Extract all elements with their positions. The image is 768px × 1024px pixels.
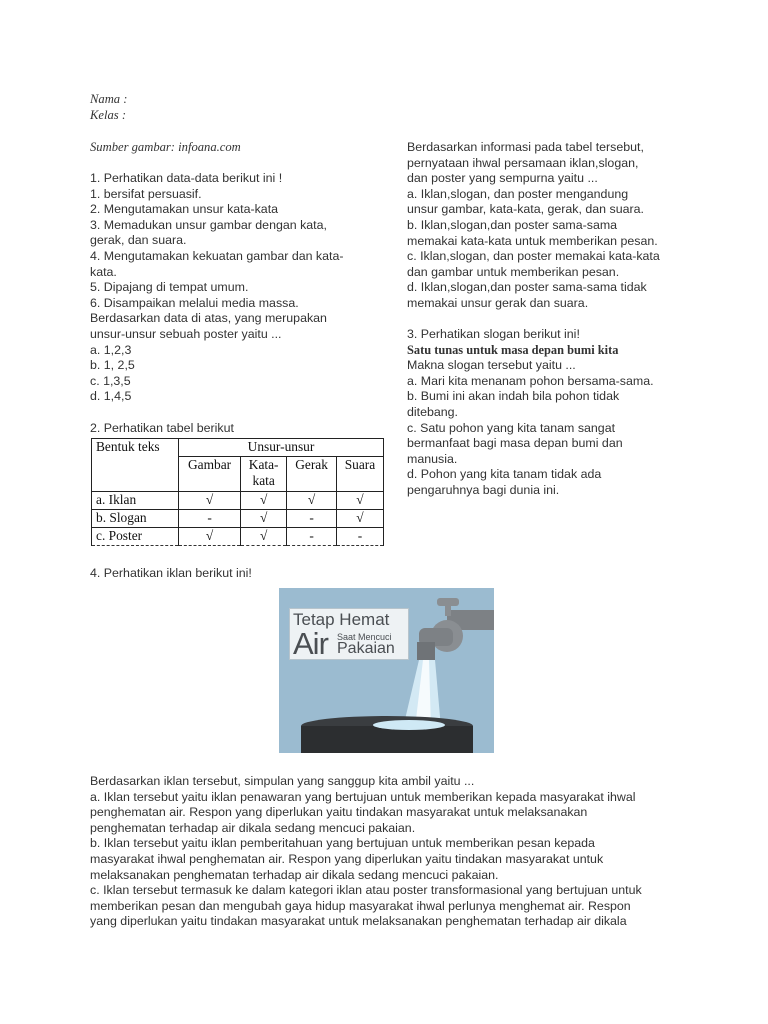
ad-line-4: Pakaian [337,640,395,657]
table-row [92,492,384,510]
q2-line: Berdasarkan informasi pada tabel tersebut, [407,140,644,154]
col-suara: Suara [336,457,383,492]
q3-option-c: c. Satu pohon yang kita tanam sangat [407,420,616,435]
cell: - [287,528,337,546]
cell: √ [241,492,287,510]
q1-line: 6. Disampaikan melalui media massa. [90,295,299,310]
cell: √ [241,510,287,528]
table-header-unsur: Unsur-unsur [179,439,384,457]
q3-line: Makna slogan tersebut yaitu ... [407,358,576,373]
q2-line: memakai kata-kata untuk memberikan pesan. [407,233,658,248]
q1-option-b: b. 1, 2,5 [90,358,135,373]
q1-line: 3. Memadukan unsur gambar dengan kata, [90,217,327,232]
cell: √ [336,492,383,510]
q4-option-a: a. Iklan tersebut yaitu iklan penawaran yang bertujuan untuk memberikan kepada masyarakat ihwal [90,789,636,804]
q1-line: 1. bersifat persuasif. [90,186,202,201]
q2-option-b: b. Iklan,slogan,dan poster sama-sama [407,217,618,232]
water-saving-ad-image [279,588,494,753]
q3-option-d: d. Pohon yang kita tanam tidak ada [407,467,602,482]
question-1 [90,171,390,405]
q3-slogan: Satu tunas untuk masa depan bumi kita [407,342,619,357]
q1-line: Berdasarkan data di atas, yang merupakan [90,311,327,326]
comparison-table [91,438,384,546]
ad-line-2: Air [293,626,328,661]
row-label: b. Slogan [92,510,179,528]
q3-intro: 3. Perhatikan slogan berikut ini! [407,327,580,341]
nama-label: Nama : [90,92,128,106]
cell: √ [179,492,241,510]
q2-option-a: a. Iklan,slogan, dan poster mengandung [407,186,629,201]
cell: √ [336,510,383,528]
q1-line: 2. Mengutamakan unsur kata-kata [90,202,279,217]
q2-line: dan poster yang sempurna yaitu ... [407,171,598,186]
cell: √ [179,528,241,546]
q4-line: Berdasarkan iklan tersebut, simpulan yang sanggup kita ambil yaitu ... [90,774,475,788]
row-label: c. Poster [92,528,179,546]
cell: √ [241,528,287,546]
q1-line: gerak, dan suara. [90,233,187,248]
q3-line: manusia. [407,451,458,466]
col-kata-kata [241,457,287,492]
col-kata-2: kata [252,473,275,488]
table-header-bentuk: Bentuk teks [92,439,179,492]
q4-line: penghematan air. Respon yang diperlukan yaitu tindakan masyarakat untuk melaksanakan [90,805,588,820]
student-header [90,92,390,123]
q1-line: unsur-unsur sebuah poster yaitu ... [90,326,282,341]
q2-line: unsur gambar, kata-kata, gerak, dan suara. [407,202,644,217]
q4-line: penghematan terhadap air dikala sedang mencuci pakaian. [90,820,416,835]
q4-line: yang diperlukan yaitu tindakan masyarakat untuk melaksanakan penghematan terhadap air dikala [90,914,627,929]
col-kata-1: Kata- [248,457,279,472]
q1-option-d: d. 1,4,5 [90,389,132,404]
q3-option-a: a. Mari kita menanam pohon bersama-sama. [407,373,654,388]
q3-line: ditebang. [407,404,458,419]
row-label: a. Iklan [92,492,179,510]
q4-line: masyarakat ihwal penghematan air. Respon yang diperlukan yaitu tindakan masyarakat untuk [90,851,604,866]
question-2-intro [90,421,390,437]
q2-intro: 2. Perhatikan tabel berikut [90,421,234,435]
col-gerak: Gerak [287,457,337,492]
image-source [90,140,390,156]
table-row [92,510,384,528]
kelas-label: Kelas : [90,107,127,122]
ad-line-3: Saat Mencuci [337,632,392,642]
question-3 [407,327,707,499]
q1-option-c: c. 1,3,5 [90,373,131,388]
cell: √ [287,492,337,510]
q4-line: memberikan pesan dan mengubah gaya hidup masyarakat ihwal perlunya menghemat air. Respon [90,898,631,913]
cell: - [179,510,241,528]
source-text: Sumber gambar: infoana.com [90,140,241,154]
q2-option-d: d. Iklan,slogan,dan poster sama-sama tidak [407,280,647,295]
q2-line: pernyataan ihwal persamaan iklan,slogan, [407,155,639,170]
cell: - [287,510,337,528]
q4-option-c: c. Iklan tersebut termasuk ke dalam kategori iklan atau poster transformasional yang bertujuan untuk [90,883,642,898]
q1-line: 4. Mengutamakan kekuatan gambar dan kata- [90,248,344,263]
q4-option-b: b. Iklan tersebut yaitu iklan pemberitahuan yang bertujuan untuk memberikan pesan kepada [90,836,595,851]
table-row [92,528,384,546]
q2-line: dan gambar untuk memberikan pesan. [407,264,620,279]
ad-line-1: Tetap Hemat [293,610,390,629]
q3-line: bermanfaat bagi masa depan bumi dan [407,436,623,451]
q1-line: 1. Perhatikan data-data berikut ini ! [90,171,283,185]
q4-intro: 4. Perhatikan iklan berikut ini! [90,566,252,580]
q1-line: 5. Dipajang di tempat umum. [90,280,249,295]
q2-line: memakai unsur gerak dan suara. [407,295,589,310]
question-4-intro [90,566,390,582]
col-gambar: Gambar [179,457,241,492]
q1-line: kata. [90,264,117,279]
question-2-body [407,140,707,312]
question-4-body [90,774,690,930]
q3-line: pengaruhnya bagi dunia ini. [407,482,560,497]
q1-option-a: a. 1,2,3 [90,342,132,357]
q2-option-c: c. Iklan,slogan, dan poster memakai kata-kata [407,249,660,264]
q4-line: melaksanakan penghematan terhadap air dikala sedang mencuci pakaian. [90,867,499,882]
cell: - [336,528,383,546]
q3-option-b: b. Bumi ini akan indah bila pohon tidak [407,389,620,404]
